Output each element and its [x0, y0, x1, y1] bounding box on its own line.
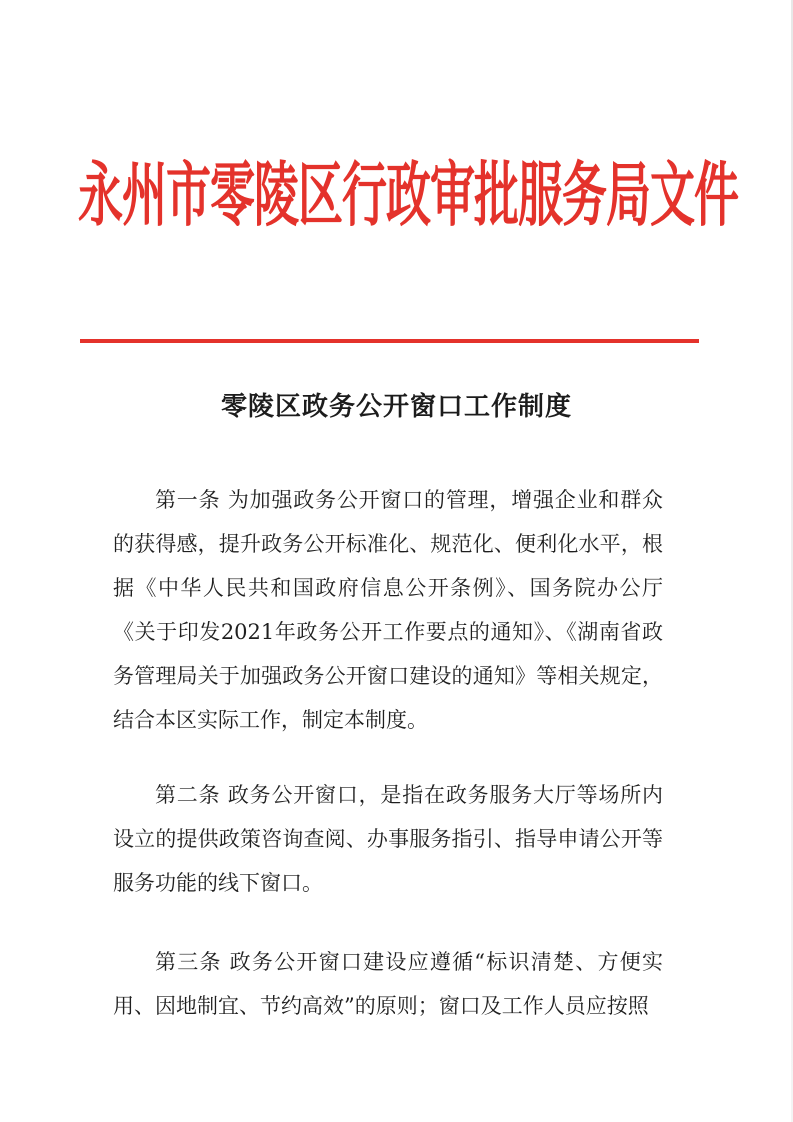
- article-2-paragraph: 第二条 政务公开窗口，是指在政务服务大厅等场所内设立的提供政策咨询查阅、办事服务指引、指导申请公开等服务功能的线下窗口。: [113, 783, 663, 895]
- header-red-rule: [80, 339, 699, 343]
- agency-header-title: 永州市零陵区行政审批服务局文件: [78, 153, 739, 236]
- article-1-paragraph: 第一条 为加强政务公开窗口的管理，增强企业和群众的获得感，提升政务公开标准化、规范化、便利化水平，根据《中华人民共和国政府信息公开条例》、国务院办公厅《关于印发2021年政务公开工作要点的通知》、《湖南省政务管理局关于加强政务公开窗口建设的通知》等相关规定，结合本区实际工作，制定本制度。: [113, 488, 663, 732]
- article-3-paragraph: 第三条 政务公开窗口建设应遵循“标识清楚、方便实用、因地制宜、节约高效”的原则；窗口及工作人员应按照: [113, 950, 663, 1018]
- document-title: 零陵区政务公开窗口工作制度: [220, 392, 572, 422]
